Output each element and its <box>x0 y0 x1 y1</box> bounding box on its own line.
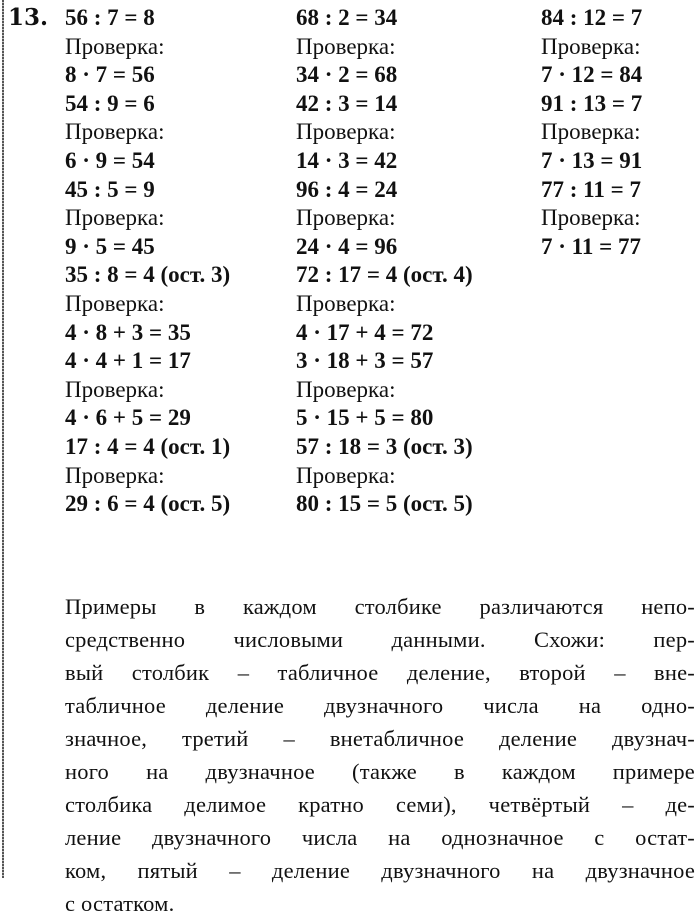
equation-line: 9 · 5 = 45 <box>65 233 155 259</box>
equation-line: 6 · 9 = 54 <box>65 147 155 173</box>
equation-line: 77 : 11 = 7 <box>541 176 641 202</box>
check-label: Проверка: <box>541 119 641 145</box>
solution-column-1 <box>65 4 230 519</box>
explanation-line: средственно числовыми данными. Схожи: пер- <box>65 627 695 652</box>
equation-line: 14 · 3 = 42 <box>296 147 398 173</box>
equation-line: 4 · 8 + 3 = 35 <box>65 319 191 345</box>
check-label: Проверка: <box>65 33 165 59</box>
check-label: Проверка: <box>296 462 396 488</box>
equation-line: 34 · 2 = 68 <box>296 62 398 88</box>
equation-line: 17 : 4 = 4 (ост. 1) <box>65 433 231 459</box>
check-label: Проверка: <box>541 205 641 231</box>
equation-line: 42 : 3 = 14 <box>296 90 398 116</box>
solution-column-3 <box>541 4 642 261</box>
explanation-line: ком, пятый – деление двузначного на двузначное <box>65 858 695 883</box>
equation-line: 57 : 18 = 3 (ост. 3) <box>296 433 473 459</box>
equation-line: 29 : 6 = 4 (ост. 5) <box>65 491 231 517</box>
check-label: Проверка: <box>65 376 165 402</box>
check-label: Проверка: <box>65 119 165 145</box>
equation-line: 8 · 7 = 56 <box>65 62 155 88</box>
explanation-line: вый столбик – табличное деление, второй – вне- <box>65 660 695 685</box>
equation-line: 4 · 6 + 5 = 29 <box>65 405 191 431</box>
equation-line: 96 : 4 = 24 <box>296 176 398 202</box>
check-label: Проверка: <box>296 376 396 402</box>
check-label: Проверка: <box>65 462 165 488</box>
equation-line: 91 : 13 = 7 <box>541 90 643 116</box>
task-number: 13. <box>8 4 49 31</box>
equation-line: 5 · 15 + 5 = 80 <box>296 405 434 431</box>
check-label: Проверка: <box>65 205 165 231</box>
check-label: Проверка: <box>296 290 396 316</box>
explanation-line: Примеры в каждом столбике различаются непо- <box>65 594 695 619</box>
explanation-line: ление двузначного числа на однозначное с остат- <box>65 825 695 850</box>
check-label: Проверка: <box>296 119 396 145</box>
check-label: Проверка: <box>296 205 396 231</box>
check-label: Проверка: <box>296 33 396 59</box>
equation-line: 84 : 12 = 7 <box>541 5 643 30</box>
solution-column-2 <box>296 4 473 519</box>
check-label: Проверка: <box>65 290 165 316</box>
equation-line: 4 · 4 + 1 = 17 <box>65 348 191 374</box>
equation-line: 7 · 13 = 91 <box>541 147 643 173</box>
explanation-line: значное, третий – внетабличное деление двузнач- <box>65 726 695 751</box>
equation-line: 68 : 2 = 34 <box>296 5 398 30</box>
equation-line: 45 : 5 = 9 <box>65 176 155 202</box>
explanation-line: столбика делимое кратно семи), четвёртый – де- <box>65 792 695 817</box>
equation-line: 24 · 4 = 96 <box>296 233 398 259</box>
explanation-paragraph <box>65 590 695 920</box>
explanation-line: табличное деление двузначного числа на одно- <box>65 693 695 718</box>
page-left-edge-rule <box>2 0 4 878</box>
equation-line: 35 : 8 = 4 (ост. 3) <box>65 262 231 288</box>
equation-line: 3 · 18 + 3 = 57 <box>296 348 434 374</box>
equation-line: 80 : 15 = 5 (ост. 5) <box>296 491 473 517</box>
equation-line: 4 · 17 + 4 = 72 <box>296 319 434 345</box>
equation-line: 56 : 7 = 8 <box>65 5 155 30</box>
equation-line: 72 : 17 = 4 (ост. 4) <box>296 262 473 288</box>
equation-line: 7 · 12 = 84 <box>541 62 643 88</box>
explanation-line: с остатком. <box>65 891 175 916</box>
equation-line: 54 : 9 = 6 <box>65 90 155 116</box>
explanation-line: ного на двузначное (также в каждом примере <box>65 759 695 784</box>
check-label: Проверка: <box>541 33 641 59</box>
equation-line: 7 · 11 = 77 <box>541 233 642 259</box>
